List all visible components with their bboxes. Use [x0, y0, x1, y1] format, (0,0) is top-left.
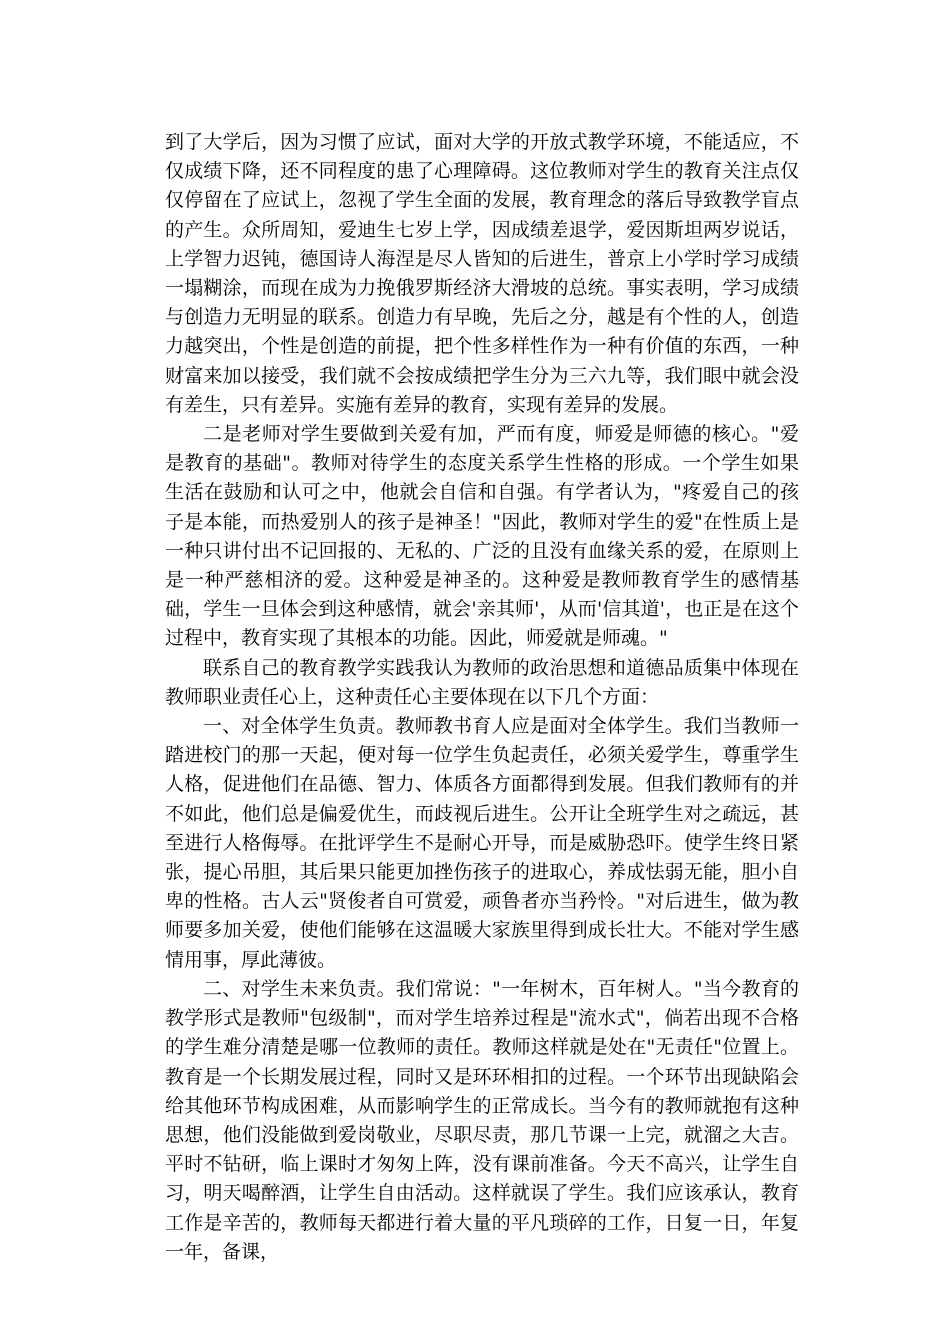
document-body — [165, 128, 799, 1267]
paragraph-teacher-love: 二是老师对学生要做到关爱有加，严而有度，师爱是师德的核心。"爱是教育的基础"。教师对待学生的态度关系学生性格的形成。一个学生如果生活在鼓励和认可之中，他就会自信和自强。有学者认为，"疼爱自己的孩子是本能，而热爱别人的孩子是神圣！"因此，教师对学生的爱"在性质上是一种只讲付出不记回报的、无私的、广泛的且没有血缘关系的爱，在原则上是一种严慈相济的爱。这种爱是神圣的。这种爱是教师教育学生的感情基础，学生一旦体会到这种感情，就会'亲其师'，从而'信其道'，也正是在这个过程中，教育实现了其根本的功能。因此，师爱就是师魂。" — [165, 423, 799, 650]
paragraph-point-one: 一、对全体学生负责。教师教书育人应是面对全体学生。我们当教师一踏进校门的那一天起，便对每一位学生负起责任，必须关爱学生，尊重学生人格，促进他们在品德、智力、体质各方面都得到发展。但我们教师有的并不如此，他们总是偏爱优生，而歧视后进生。公开让全班学生对之疏远，甚至进行人格侮辱。在批评学生不是耐心开导，而是威胁恐吓。使学生终日紧张，提心吊胆，其后果只能更加挫伤孩子的进取心，养成怯弱无能，胆小自卑的性格。古人云"贤俊者自可赏爱，顽鲁者亦当矜怜。"对后进生，做为教师要多加关爱，使他们能够在这温暖大家族里得到成长壮大。不能对学生感情用事，厚此薄彼。 — [165, 715, 799, 971]
paragraph-continued: 到了大学后，因为习惯了应试，面对大学的开放式教学环境，不能适应，不仅成绩下降，还不同程度的患了心理障碍。这位教师对学生的教育关注点仅仅停留在了应试上，忽视了学生全面的发展，教育理念的落后导致教学盲点的产生。众所周知，爱迪生七岁上学，因成绩差退学，爱因斯坦两岁说话，上学智力迟钝，德国诗人海涅是尽人皆知的后进生，普京上小学时学习成绩一塌糊涂，而现在成为力挽俄罗斯经济大滑坡的总统。事实表明，学习成绩与创造力无明显的联系。创造力有早晚，先后之分，越是有个性的人，创造力越突出，个性是创造的前提，把个性多样性作为一种有价值的东西，一种财富来加以接受，我们就不会按成绩把学生分为三六九等，我们眼中就会没有差生，只有差异。实施有差异的教育，实现有差异的发展。 — [165, 131, 799, 416]
paragraph-point-two: 二、对学生未来负责。我们常说："一年树木，百年树人。"当今教育的教学形式是教师"包级制"，而对学生培养过程是"流水式"，倘若出现不合格的学生难分清楚是哪一位教师的责任。教师这样就是处在"无责任"位置上。教育是一个长期发展过程，同时又是环环相扣的过程。一个环节出现缺陷会给其他环节构成困难，从而影响学生的正常成长。当今有的教师就抱有这种思想，他们没能做到爱岗敬业，尽职尽责，那几节课一上完，就溜之大吉。平时不钻研，临上课时才匆匆上阵，没有课前准备。今天不高兴，让学生自习，明天喝醉酒，让学生自由活动。这样就误了学生。我们应该承认，教育工作是辛苦的，教师每天都进行着大量的平凡琐碎的工作，日复一日，年复一年，备课， — [165, 977, 799, 1263]
paragraph-responsibility-intro: 联系自己的教育教学实践我认为教师的政治思想和道德品质集中体现在教师职业责任心上，这种责任心主要体现在以下几个方面： — [165, 656, 799, 708]
